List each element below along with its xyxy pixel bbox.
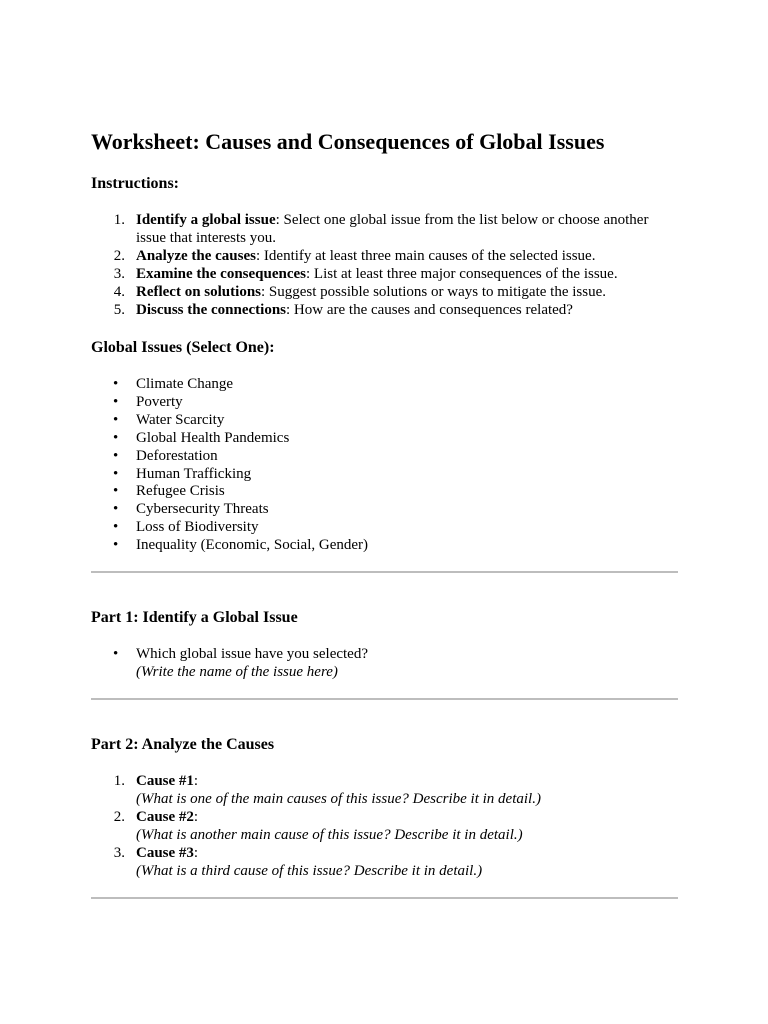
list-item: [91, 376, 678, 394]
issue-label: Deforestation: [136, 447, 218, 464]
issue-label: Human Trafficking: [136, 465, 252, 482]
part2-heading: Part 2: Analyze the Causes: [91, 736, 275, 753]
instruction-text: : Suggest possible solutions or ways to mitigate the issue.: [261, 283, 606, 300]
list-item: [91, 646, 678, 682]
list-number: 3.: [113, 844, 125, 861]
bullet-icon: •: [113, 411, 119, 428]
list-number: 5.: [113, 301, 125, 318]
instruction-label: Identify a global issue: [136, 212, 276, 228]
instruction-label: Discuss the connections: [136, 301, 287, 318]
instruction-text: : How are the causes and consequences related?: [286, 301, 573, 318]
cause-item: [91, 809, 678, 845]
list-item: [91, 430, 678, 448]
issue-label: Inequality (Economic, Social, Gender): [136, 537, 369, 554]
bullet-icon: •: [113, 646, 119, 662]
issue-label: Water Scarcity: [136, 411, 225, 428]
list-item: [91, 466, 678, 484]
issue-label: Refugee Crisis: [136, 483, 225, 500]
issue-label: Poverty: [136, 393, 183, 410]
instruction-item: [91, 302, 678, 320]
instruction-item: [91, 248, 678, 266]
cause-item: [91, 773, 678, 809]
list-item: [91, 394, 678, 412]
list-number: 3.: [113, 265, 125, 282]
issue-label: Loss of Biodiversity: [136, 519, 259, 536]
cause-label: Cause #2: [136, 808, 194, 825]
section-divider: [91, 698, 678, 700]
instruction-label: Reflect on solutions: [136, 283, 261, 300]
issues-list: [91, 376, 678, 555]
bullet-icon: •: [113, 483, 119, 500]
issue-label: Climate Change: [136, 376, 234, 392]
instruction-item: [91, 284, 678, 302]
part1-list: [91, 646, 678, 682]
part1-hint: (Write the name of the issue here): [136, 663, 338, 680]
instruction-item: [91, 266, 678, 284]
instruction-label: Examine the consequences: [136, 265, 306, 282]
cause-separator: :: [193, 808, 199, 825]
issue-label: Cybersecurity Threats: [136, 501, 269, 518]
list-item: [91, 519, 678, 537]
instruction-text: : Identify at least three main causes of the selected issue.: [256, 247, 596, 264]
list-item: [91, 412, 678, 430]
section-divider: [91, 571, 678, 573]
cause-separator: :: [193, 773, 199, 789]
part1-question: Which global issue have you selected?: [136, 646, 369, 662]
issues-heading: Global Issues (Select One):: [91, 339, 275, 356]
causes-list: [91, 773, 678, 880]
bullet-icon: •: [113, 376, 119, 392]
list-number: 1.: [113, 212, 125, 228]
issue-label: Global Health Pandemics: [136, 429, 290, 446]
cause-label: Cause #3: [136, 844, 194, 861]
bullet-icon: •: [113, 465, 119, 482]
cause-hint: (What is another main cause of this issue? Describe it in detail.): [136, 826, 523, 843]
instruction-text: : List at least three major consequences of the issue.: [306, 265, 618, 282]
list-item: [91, 501, 678, 519]
cause-hint: (What is a third cause of this issue? Describe it in detail.): [136, 862, 483, 879]
bullet-icon: •: [113, 519, 119, 536]
part1-heading: Part 1: Identify a Global Issue: [91, 609, 298, 626]
page-title: Worksheet: Causes and Consequences of Global Issues: [91, 129, 605, 154]
bullet-icon: •: [113, 447, 119, 464]
list-number: 1.: [113, 773, 125, 789]
list-number: 4.: [113, 283, 125, 300]
cause-hint: (What is one of the main causes of this issue? Describe it in detail.): [136, 790, 541, 807]
instruction-text: : Select one global issue from the list below or choose another issue that interests you.: [136, 212, 649, 246]
cause-label: Cause #1: [136, 773, 194, 789]
bullet-icon: •: [113, 537, 119, 554]
instructions-list: [91, 212, 678, 319]
list-number: 2.: [113, 247, 125, 264]
list-number: 2.: [113, 808, 125, 825]
bullet-icon: •: [113, 393, 119, 410]
instruction-item: [91, 212, 678, 248]
cause-item: [91, 845, 678, 881]
cause-separator: :: [193, 844, 199, 861]
list-item: [91, 448, 678, 466]
bullet-icon: •: [113, 501, 119, 518]
instruction-label: Analyze the causes: [136, 247, 256, 264]
list-item: [91, 483, 678, 501]
section-divider: [91, 897, 678, 899]
list-item: [91, 537, 678, 555]
instructions-heading: Instructions:: [91, 175, 180, 192]
bullet-icon: •: [113, 429, 119, 446]
